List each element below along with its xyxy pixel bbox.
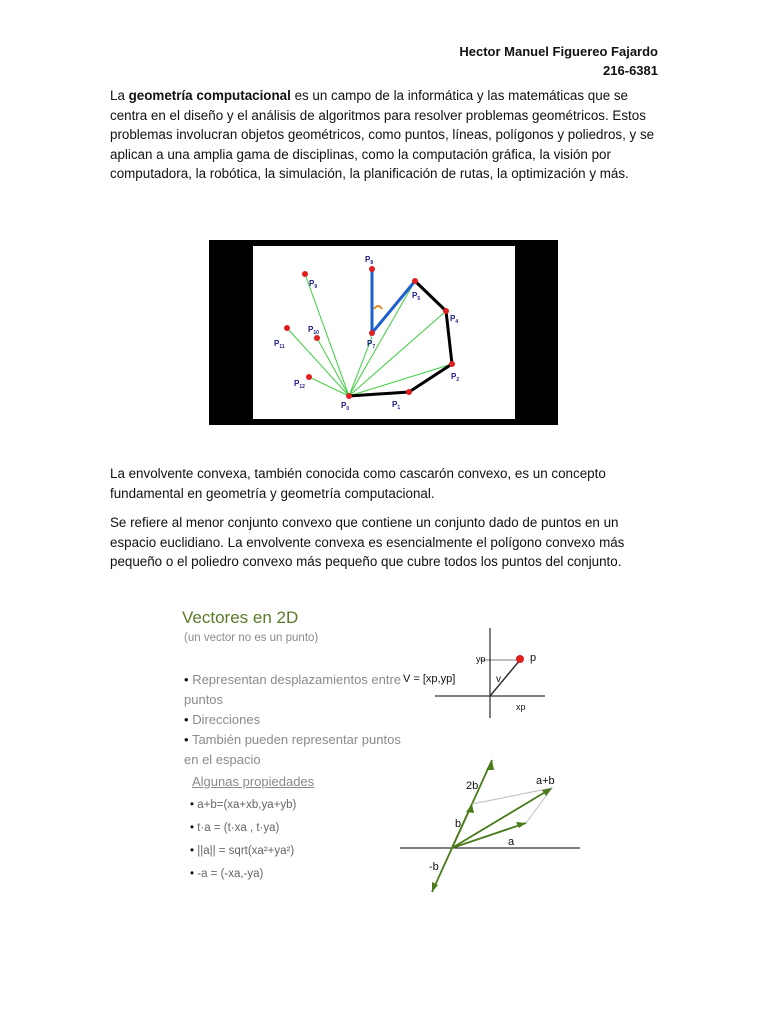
bullet-text: Direcciones [192,712,261,727]
label-p2: $P_2$ [451,372,460,383]
property-text: -a = (-xa,-ya) [197,868,264,880]
label-p12: $P_{12}$ [294,379,305,390]
label-p11: $P_{11}$ [274,339,285,350]
author-name: Hector Manuel Figuereo Fajardo [459,44,658,59]
bullet-item: • También pueden representar puntos en el espacio [184,732,401,767]
hull-intro-paragraph: La envolvente convexa, también conocida como cascarón convexo, es un concepto fundamental en geometría y geometría computacional. [110,466,606,501]
hull-definition-paragraph: Se refiere al menor conjunto convexo que contiene un conjunto dado de puntos en un espacio euclidiano. La envolvente convexa es esencialmente el polígono convexo más pequeño o el poliedro convexo más pequeño que cubre todos los puntos del conjunto. [110,515,625,569]
p-label: p [530,652,537,664]
property-item: • -a = (-xa,-ya) [190,868,264,880]
intro-prefix: La [110,88,129,103]
yp-label: yp [476,654,486,664]
intro-paragraph [110,86,660,184]
author-header [459,42,658,80]
two-b-label: 2b [466,780,479,792]
convex-hull-diagram [253,246,515,419]
convex-hull-figure [209,240,558,425]
vector-diagrams [170,598,590,908]
bullet-item: • Direcciones [184,712,261,727]
bullet-item: • Representan desplazamientos entre puntos [184,672,402,707]
intro-rest: es un campo de la informática y las matemáticas que se centra en el diseño y el análisis de algoritmos para resolver problemas geométricos. Estos problemas involucran objetos geométricos, como puntos, líneas, polígonos y poliedros, y se aplican a una amplia gama de disciplinas, como la computación gráfica, la visión por computadora, la robótica, la simulación, la planificación de rutas, la optimización y más. [110,88,655,181]
label-p5: $P_5$ [412,291,421,302]
label-p1: $P_1$ [392,400,401,411]
property-text: ||a|| = sqrt(xa²+ya²) [197,845,295,857]
label-p9: $P_9$ [309,279,318,290]
property-item: • a+b=(xa+xb,ya+yb) [190,799,297,811]
label-p8: $P_8$ [365,255,374,266]
intro-term: geometría computacional [128,88,291,103]
property-item: • ||a|| = sqrt(xa²+ya²) [190,845,295,857]
label-p0: $P_0$ [341,401,350,412]
label-p4: $P_4$ [450,314,459,325]
bullet-text: También pueden representar puntos en el espacio [184,732,401,767]
label-p7: $P_7$ [367,339,376,350]
property-item: • t·a = (t·xa , t·ya) [190,822,280,834]
vectors-figure [170,598,590,908]
bullet-text: Representan desplazamientos entre puntos [184,672,402,707]
properties-title: Algunas propiedades [192,774,315,789]
property-text: t·a = (t·xa , t·ya) [197,822,280,834]
label-p10: $P_{10}$ [308,325,319,336]
neg-b-label: -b [429,861,439,873]
student-id: 216-6381 [603,63,658,78]
property-text: a+b=(xa+xb,ya+yb) [197,799,297,811]
vectors-subtitle: (un vector no es un punto) [184,632,319,644]
a-plus-b-label: a+b [536,775,555,787]
b-label: b [455,818,462,830]
v-label: v [496,674,501,685]
vector-def-label: V = [xp,yp] [403,673,456,685]
vectors-title: Vectores en 2D [182,608,299,627]
a-label: a [508,836,515,848]
xp-label: xp [516,702,526,712]
